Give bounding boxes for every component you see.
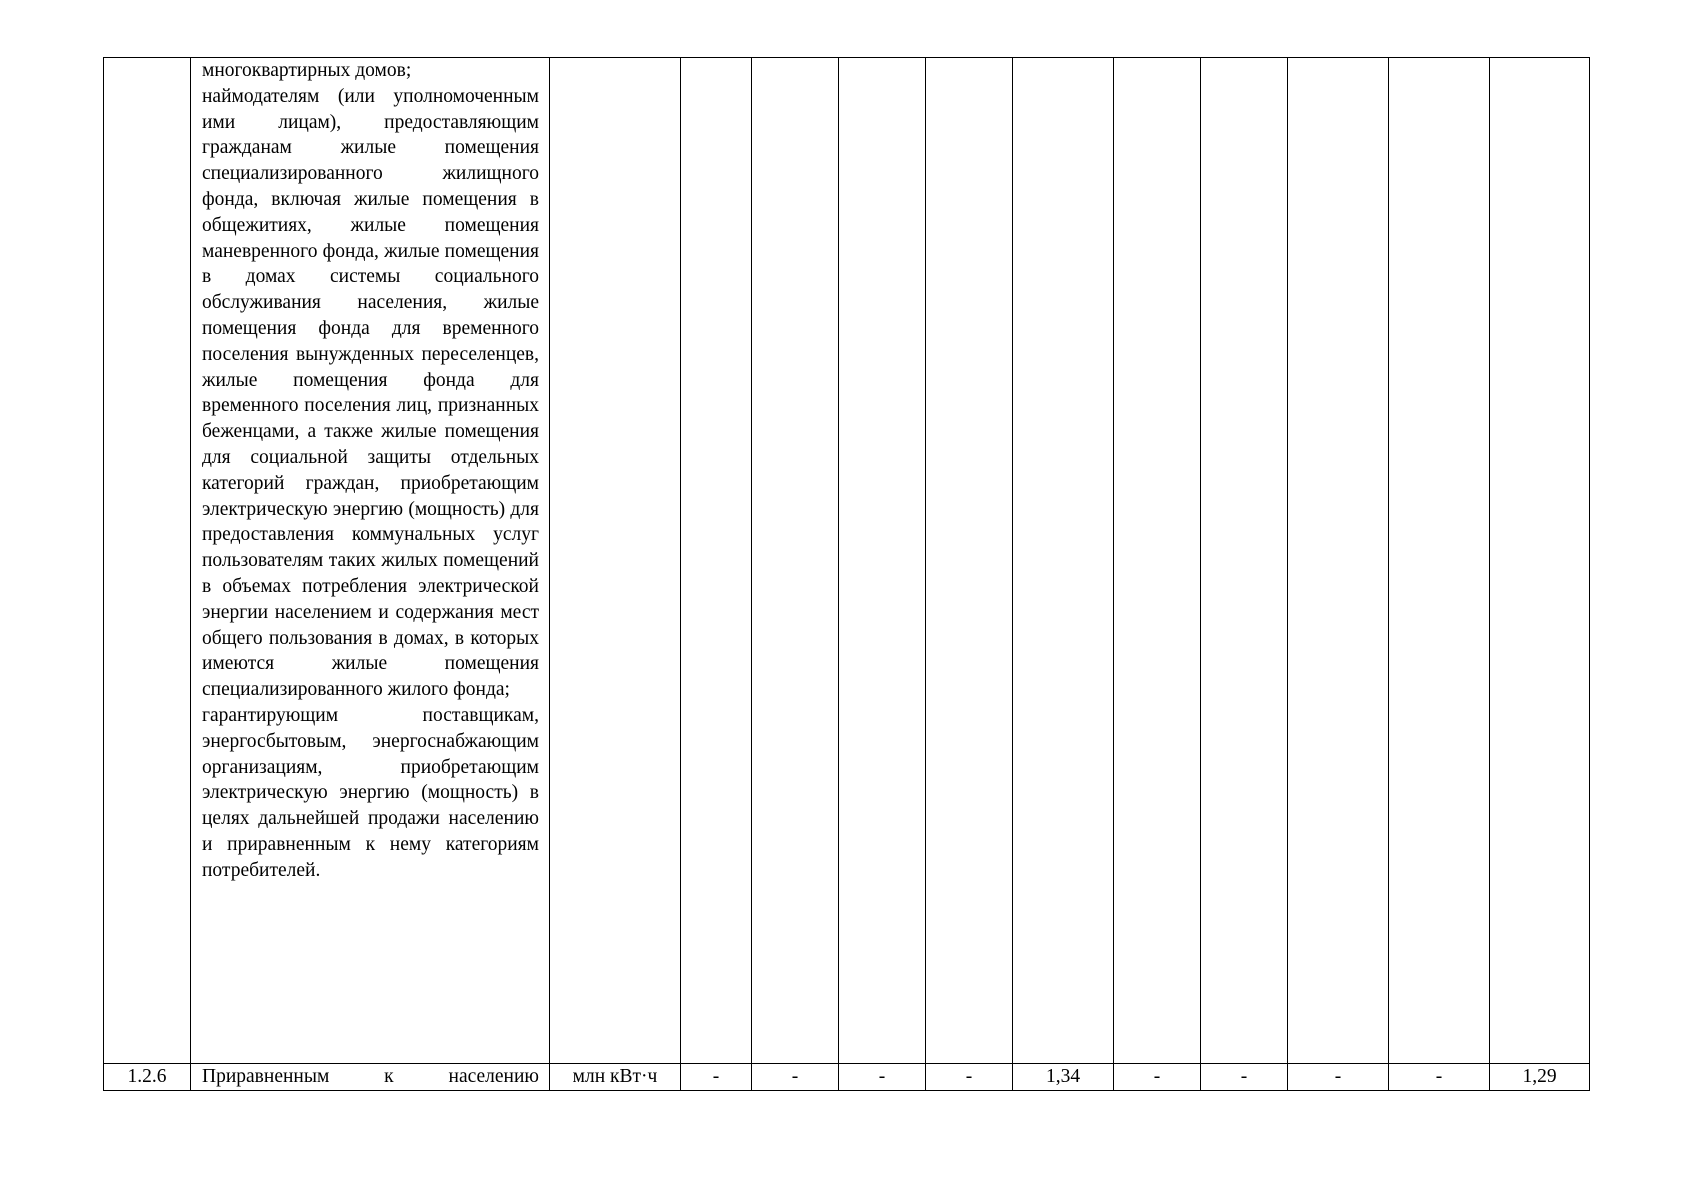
value-cell: - — [681, 1064, 752, 1091]
value-cell: - — [752, 1064, 839, 1091]
description-cell — [191, 58, 550, 1064]
unit-cell: млн кВт·ч — [550, 1064, 681, 1091]
value-cell: - — [926, 1064, 1013, 1091]
value-cell — [1389, 58, 1490, 1064]
description-paragraph-1: многоквартирных домов; — [202, 60, 412, 81]
table-row-1-2-6 — [104, 1064, 1590, 1091]
unit-cell — [550, 58, 681, 1064]
value-cell: 1,34 — [1013, 1064, 1114, 1091]
data-table — [103, 57, 1590, 1091]
value-cell — [752, 58, 839, 1064]
description-text: Приравненным к населению — [202, 1066, 539, 1088]
value-cell: - — [1201, 1064, 1288, 1091]
table-row-continued — [104, 58, 1590, 1064]
value-cell: - — [839, 1064, 926, 1091]
value-cell: - — [1288, 1064, 1389, 1091]
value-cell: 1,29 — [1490, 1064, 1590, 1091]
value-cell — [681, 58, 752, 1064]
value-cell — [926, 58, 1013, 1064]
description-cell — [191, 1064, 550, 1091]
number-cell: 1.2.6 — [104, 1064, 191, 1091]
value-cell — [1288, 58, 1389, 1064]
value-cell — [1013, 58, 1114, 1064]
value-cell — [839, 58, 926, 1064]
value-cell: - — [1114, 1064, 1201, 1091]
value-cell: - — [1389, 1064, 1490, 1091]
description-paragraph-2: наймодателям (или уполномоченным ими лицам), предоставляющим гражданам жилые помещения специализированного жилищного фонда, включая жилые помещения в общежитиях, жилые помещения маневренного фонда, жилые помещения в домах системы социального обслуживания населения, жилые помещения фонда для временного поселения вынужденных переселенцев, жилые помещения фонда для временного поселения лиц, признанных беженцами, а также жилые помещения для социальной защиты отдельных категорий граждан, приобретающим электрическую энергию (мощность) для предоставления коммунальных услуг пользователям таких жилых помещений в объемах потребления электрической энергии населением и содержания мест общего пользования в домах, в которых имеются жилые помещения специализированного жилого фонда; — [202, 85, 539, 701]
value-cell — [1201, 58, 1288, 1064]
number-cell — [104, 58, 191, 1064]
value-cell — [1490, 58, 1590, 1064]
description-paragraph-3: гарантирующим поставщикам, энергосбытовым, энергоснабжающим организациям, приобретающим электрическую энергию (мощность) в целях дальнейшей продажи населению и приравненным к нему категориям потребителей. — [202, 704, 539, 881]
value-cell — [1114, 58, 1201, 1064]
